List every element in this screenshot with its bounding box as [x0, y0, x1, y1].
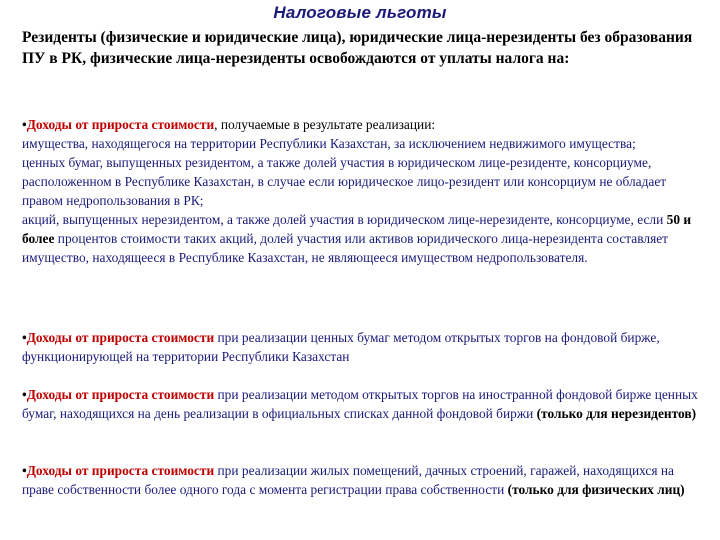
page-title: Налоговые льготы — [273, 3, 447, 22]
benefit-3-note: (только для нерезидентов) — [536, 406, 697, 421]
bullet-4: • — [22, 463, 27, 478]
benefit-1-lead: Доходы от прироста стоимости — [26, 117, 215, 132]
benefit-3-lead: Доходы от прироста стоимости — [26, 387, 215, 402]
benefit-4-note: (только для физических лиц) — [507, 482, 685, 497]
intro-paragraph: Резиденты (физические и юридические лица), юридические лица-нерезиденты без образования ПУ в РК, физические лица-нерезиденты освобождаются от уплаты налога на: — [22, 29, 693, 67]
benefit-3-text: при реализации методом открытых торгов на иностранной фондовой бирже ценных бумаг, находящихся на день реализации в официальных списках данной фондовой биржи — [22, 387, 698, 421]
benefit-block-2 — [22, 328, 706, 366]
benefit-block-4 — [22, 461, 706, 499]
benefit-1-threshold: 50 и более — [22, 212, 692, 246]
bullet-3: • — [22, 387, 27, 402]
bullet-2: • — [22, 330, 27, 345]
benefit-block-1 — [22, 115, 706, 267]
benefit-1-lead-rest: , получаемые в результате реализации: — [214, 117, 436, 132]
benefit-4-text: при реализации жилых помещений, дачных строений, гаражей, находящихся на праве собственности более одного года с момента регистрации права собственности — [22, 463, 674, 497]
benefit-1-line-b: ценных бумаг, выпущенных резидентом, а также долей участия в юридическом лице-резиденте, консорциуме, расположенном в Республике Казахстан, в случае если юридическое лицо-резидент или консорциум не обладает правом недропользования в РК; — [22, 155, 667, 208]
benefit-block-3 — [22, 385, 706, 423]
benefit-1-line-c-start: акций, выпущенных нерезидентом, а также долей участия в юридическом лице-нерезиденте, консорциуме, если — [22, 212, 667, 227]
bullet-1: • — [22, 117, 27, 132]
benefit-2-text: при реализации ценных бумаг методом открытых торгов на фондовой бирже, функционирующей на территории Республики Казахстан — [22, 330, 660, 364]
benefit-2-lead: Доходы от прироста стоимости — [26, 330, 215, 345]
benefit-4-lead: Доходы от прироста стоимости — [26, 463, 215, 478]
benefit-1-line-c-end: процентов стоимости таких акций, долей участия или активов юридического лица-нерезидента составляет имущество, находящееся в Республике Казахстан, не являющееся имуществом недропользователя. — [22, 231, 669, 265]
benefit-1-line-a: имущества, находящегося на территории Республики Казахстан, за исключением недвижимого имущества; — [22, 136, 636, 151]
